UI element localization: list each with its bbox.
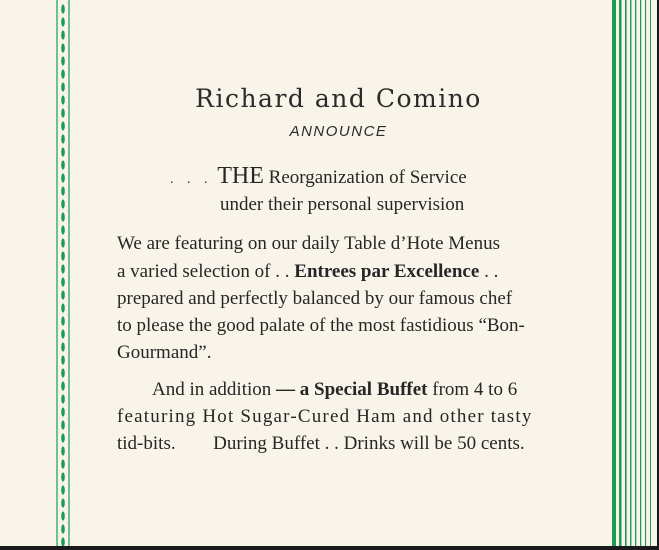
left-decorative-border bbox=[55, 0, 71, 546]
para1-line-4: to please the good palate of the most fastidious “Bon- bbox=[117, 315, 525, 336]
para1-line-1: We are featuring on our daily Table d’Hote Menus bbox=[117, 233, 500, 254]
para2-line-3 bbox=[117, 434, 525, 453]
para2-line-2: featuring Hot Sugar-Cured Ham and other tasty bbox=[117, 406, 533, 427]
the-word: THE bbox=[217, 163, 264, 189]
para2-line-1-post: from 4 to 6 bbox=[432, 379, 518, 400]
para1-line-2 bbox=[117, 262, 498, 281]
reorg-line-1 bbox=[170, 164, 467, 188]
para1-line-3: prepared and perfectly balanced by our famous chef bbox=[117, 288, 513, 309]
buffet-drinks-note: During Buffet . . Drinks will be 50 cents. bbox=[213, 433, 525, 454]
right-decorative-border bbox=[612, 0, 657, 546]
para2-line-1-pre: And in addition bbox=[152, 379, 272, 400]
special-buffet: — a Special Buffet bbox=[276, 379, 428, 400]
entrees-par-excellence: Entrees par Excellence bbox=[294, 261, 480, 282]
reorg-line-2: under their personal supervision bbox=[220, 194, 465, 215]
card-title: Richard and Comino bbox=[195, 84, 482, 113]
announce-heading: ANNOUNCE bbox=[289, 123, 388, 140]
tid-bits: tid-bits. bbox=[117, 433, 176, 454]
para1-line-2-post: . . bbox=[484, 261, 499, 282]
reorg-line-1-rest: Reorganization of Service bbox=[268, 167, 467, 188]
para2-line-1 bbox=[152, 380, 517, 399]
leading-dots: . . . bbox=[170, 172, 213, 187]
para1-line-2-pre: a varied selection of . . bbox=[117, 261, 290, 282]
para1-line-5: Gourmand”. bbox=[117, 342, 212, 363]
